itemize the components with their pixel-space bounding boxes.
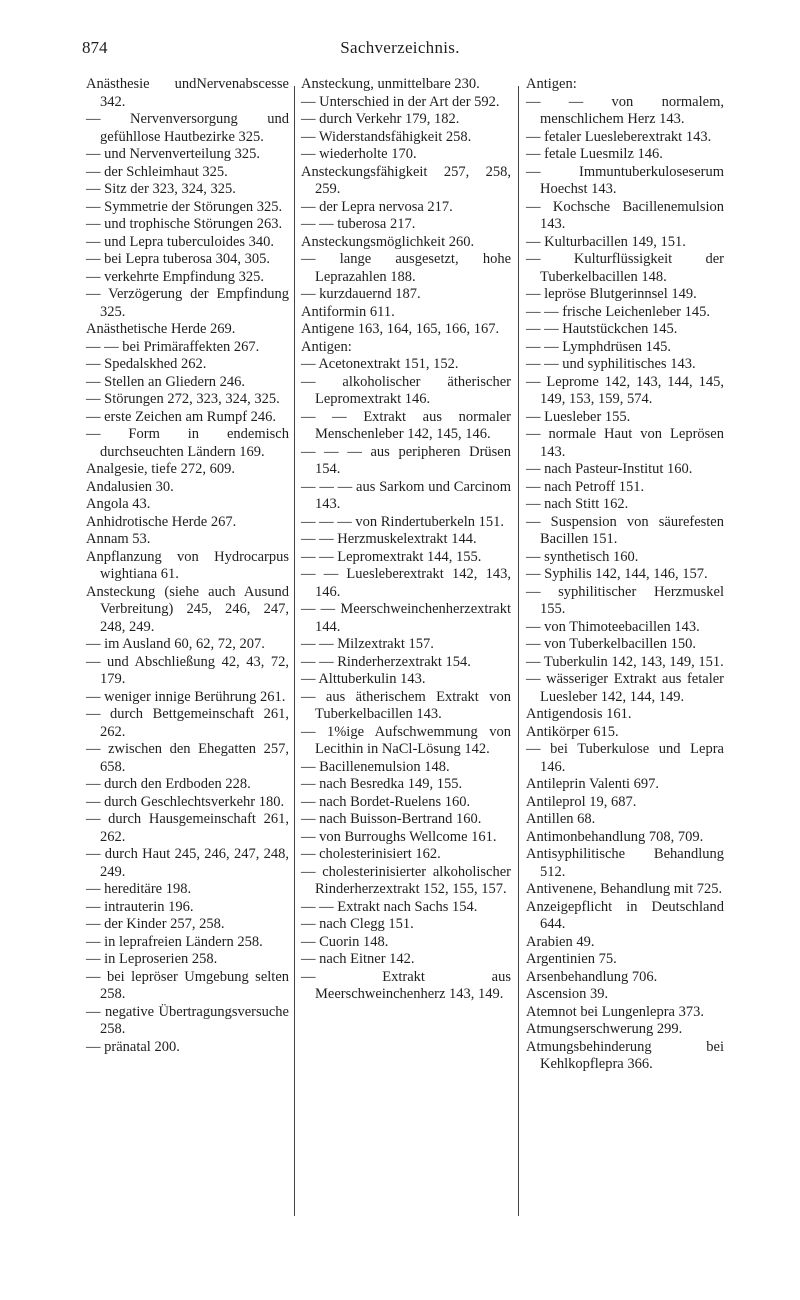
index-entry: — und Nervenverteilung 325. bbox=[86, 146, 260, 162]
index-entry: — Leprome 142, 143, 144, 145, 149, 153, 159, 574. bbox=[526, 373, 724, 407]
index-entry: Anästhetische Herde 269. bbox=[86, 321, 236, 337]
index-entry: — — frische Leichenleber 145. bbox=[526, 303, 710, 320]
index-entry: — im Ausland 60, 62, 72, 207. bbox=[86, 636, 265, 652]
index-entry: — — bei Primäraffekten 267. bbox=[86, 338, 260, 355]
index-entry: — in leprafreien Ländern 258. bbox=[86, 933, 263, 950]
index-entry: — durch Hausgemeinschaft 261, 262. bbox=[86, 811, 289, 845]
index-entry: — 1%ige Aufschwemmung von Lecithin in NaCl-Lösung 142. bbox=[301, 723, 511, 757]
index-entry: — nach Petroff 151. bbox=[526, 478, 645, 495]
index-entry: Antisyphilitische Behandlung 512. bbox=[526, 846, 724, 880]
index-entry: — fetale Luesmilz 146. bbox=[526, 146, 663, 162]
index-entry: — — — aus peripheren Drüsen 154. bbox=[301, 443, 511, 477]
index-entry: — syphilitischer Herzmuskel 155. bbox=[526, 583, 724, 617]
index-entry: — — — aus Sarkom und Carcinom 143. bbox=[301, 478, 511, 512]
index-entry: — — Extrakt nach Sachs 154. bbox=[301, 898, 478, 915]
index-entry: — Symmetrie der Störungen 325. bbox=[86, 198, 283, 215]
index-entry: — der Lepra nervosa 217. bbox=[301, 198, 453, 215]
index-entry: — aus ätherischem Extrakt von Tuberkelbacillen 143. bbox=[301, 688, 511, 722]
index-entry: — durch Geschlechtsverkehr 180. bbox=[86, 793, 285, 810]
index-entry: — Form in endemisch durchseuchten Ländern 169. bbox=[86, 426, 289, 460]
index-entry: — lepröse Blutgerinnsel 149. bbox=[526, 286, 697, 302]
index-entry: — — tuberosa 217. bbox=[301, 216, 416, 232]
index-entry: — Spedalskhed 262. bbox=[86, 356, 207, 372]
index-entry: — lange ausgesetzt, hohe Leprazahlen 188. bbox=[301, 251, 511, 285]
index-entry: — normale Haut von Leprösen 143. bbox=[526, 426, 724, 460]
index-entry: — — — von Rindertuberkeln 151. bbox=[301, 513, 504, 530]
index-entry: — intrauterin 196. bbox=[86, 898, 194, 915]
index-entry: — der Schleimhaut 325. bbox=[86, 163, 228, 180]
index-entry: — zwischen den Ehegatten 257, 658. bbox=[86, 741, 289, 775]
index-entry: — Extrakt aus Meerschweinchenherz 143, 149. bbox=[301, 968, 511, 1002]
index-entry: — Stellen an Gliedern 246. bbox=[86, 373, 246, 390]
index-entry: — fetaler Luesleberextrakt 143. bbox=[526, 128, 712, 145]
index-entry: — und Abschließung 42, 43, 72, 179. bbox=[86, 653, 289, 687]
index-entry: — alkoholischer ätherischer Lepromextrakt 146. bbox=[301, 373, 511, 407]
index-entry: — Nervenversorgung und gefühllose Hautbezirke 325. bbox=[86, 111, 289, 145]
index-entry: — weniger innige Berührung 261. bbox=[86, 688, 286, 705]
index-entry: — hereditäre 198. bbox=[86, 881, 192, 897]
running-title: Sachverzeichnis. bbox=[340, 38, 460, 57]
index-entry: — von Thimoteebacillen 143. bbox=[526, 618, 700, 635]
index-entry: — Cuorin 148. bbox=[301, 933, 389, 950]
index-entry: — nach Clegg 151. bbox=[301, 916, 414, 932]
column-divider bbox=[294, 86, 295, 1216]
index-entry: Atemnot bei Lungenlepra 373. bbox=[526, 1003, 704, 1020]
index-entry: — — Milzextrakt 157. bbox=[301, 636, 434, 652]
index-entry: Anhidrotische Herde 267. bbox=[86, 513, 237, 530]
index-entry: — kurzdauernd 187. bbox=[301, 286, 421, 302]
index-entry: — — Lymphdrüsen 145. bbox=[526, 338, 671, 355]
index-entry: — pränatal 200. bbox=[86, 1038, 180, 1055]
index-entry: Andalusien 30. bbox=[86, 478, 174, 495]
index-entry: Antigendosis 161. bbox=[526, 706, 632, 722]
index-entry: Anzeigepflicht in Deutschland 644. bbox=[526, 898, 724, 932]
index-entry: — Sitz der 323, 324, 325. bbox=[86, 181, 236, 197]
index-entry: — durch Haut 245, 246, 247, 248, 249. bbox=[86, 846, 289, 880]
index-entry: Annam 53. bbox=[86, 531, 151, 547]
index-entry: Atmungserschwerung 299. bbox=[526, 1021, 683, 1037]
column-divider bbox=[518, 86, 519, 1216]
index-entry: — Störungen 272, 323, 324, 325. bbox=[86, 391, 280, 407]
index-entry: — — Meerschweinchenherzextrakt 144. bbox=[301, 601, 511, 635]
index-entry: — nach Buisson-Bertrand 160. bbox=[301, 811, 482, 827]
index-entry: — negative Übertragungsversuche 258. bbox=[86, 1003, 289, 1037]
index-entry: — nach Eitner 142. bbox=[301, 951, 415, 967]
index-entry: Analgesie, tiefe 272, 609. bbox=[86, 461, 235, 477]
index-entry: — von Tuberkelbacillen 150. bbox=[526, 636, 696, 652]
index-entry: — Widerstandsfähigkeit 258. bbox=[301, 128, 472, 145]
index-entry: Arsenbehandlung 706. bbox=[526, 968, 658, 985]
index-entry: — — Herzmuskelextrakt 144. bbox=[301, 531, 477, 547]
index-entry: — cholesterinisierter alkoholischer Rinderherzextrakt 152, 155, 157. bbox=[301, 863, 511, 897]
index-entry: Antigen: bbox=[526, 76, 577, 92]
index-entry: Ascension 39. bbox=[526, 986, 609, 1002]
index-entry: — und Lepra tuberculoides 340. bbox=[86, 233, 275, 250]
index-entry: Antileprol 19, 687. bbox=[526, 793, 637, 810]
index-entry: — Acetonextrakt 151, 152. bbox=[301, 356, 459, 372]
index-entry: Antigene 163, 164, 165, 166, 167. bbox=[301, 321, 500, 337]
index-entry: — nach Stitt 162. bbox=[526, 496, 629, 512]
index-entry: Atmungsbehinderung bei Kehlkopflepra 366. bbox=[526, 1038, 724, 1072]
index-entry: Antillen 68. bbox=[526, 811, 596, 827]
index-entry: — wässeriger Extrakt aus fetaler Luesleber 142, 144, 149. bbox=[526, 671, 724, 705]
index-entry: — — Rinderherzextrakt 154. bbox=[301, 653, 471, 670]
page-number: 874 bbox=[82, 38, 108, 57]
index-entry: Arabien 49. bbox=[526, 933, 595, 950]
index-entry: Antivenene, Behandlung mit 725. bbox=[526, 881, 723, 897]
index-entry: Ansteckung (siehe auch Ausund Verbreitung) 245, 246, 247, 248, 249. bbox=[86, 583, 289, 635]
index-entry: Antimonbehandlung 708, 709. bbox=[526, 828, 704, 845]
index-entry: — bei lepröser Umgebung selten 258. bbox=[86, 968, 289, 1002]
index-entry: Antiformin 611. bbox=[301, 303, 395, 320]
index-entry: — bei Lepra tuberosa 304, 305. bbox=[86, 251, 271, 267]
index-entry: — Bacillenemulsion 148. bbox=[301, 758, 450, 775]
index-entry: — — Extrakt aus normaler Menschenleber 142, 145, 146. bbox=[301, 408, 511, 442]
index-entry: — cholesterinisiert 162. bbox=[301, 846, 441, 862]
index-entry: — durch Bettgemeinschaft 261, 262. bbox=[86, 706, 289, 740]
index-entry: — von Burroughs Wellcome 161. bbox=[301, 828, 497, 845]
index-entry: — erste Zeichen am Rumpf 246. bbox=[86, 408, 277, 425]
index-entry: — Tuberkulin 142, 143, 149, 151. bbox=[526, 653, 724, 670]
index-entry: — — Lepromextrakt 144, 155. bbox=[301, 548, 482, 565]
index-entry: — Kulturbacillen 149, 151. bbox=[526, 233, 686, 250]
index-entry: — durch Verkehr 179, 182. bbox=[301, 111, 460, 127]
index-entry: Argentinien 75. bbox=[526, 951, 617, 967]
index-entry: — wiederholte 170. bbox=[301, 146, 417, 162]
index-column-3 bbox=[526, 76, 724, 1074]
index-entry: Antileprin Valenti 697. bbox=[526, 776, 660, 792]
index-entry: Angola 43. bbox=[86, 496, 151, 512]
index-entry: — — und syphilitisches 143. bbox=[526, 356, 696, 372]
index-entry: — synthetisch 160. bbox=[526, 548, 639, 565]
index-entry: Ansteckung, unmittelbare 230. bbox=[301, 76, 480, 92]
index-entry: — durch den Erdboden 228. bbox=[86, 776, 251, 792]
index-entry: — Immuntuberkuloseserum Hoechst 143. bbox=[526, 163, 724, 197]
index-entry: — und trophische Störungen 263. bbox=[86, 216, 283, 232]
index-entry: — Unterschied in der Art der 592. bbox=[301, 93, 500, 110]
index-entry: — verkehrte Empfindung 325. bbox=[86, 268, 264, 285]
index-entry: — nach Bordet-Ruelens 160. bbox=[301, 793, 471, 810]
index-entry: — — Hautstückchen 145. bbox=[526, 321, 678, 337]
index-entry: — Kulturflüssigkeit der Tuberkelbacillen 148. bbox=[526, 251, 724, 285]
index-entry: — Suspension von säurefesten Bacillen 151. bbox=[526, 513, 724, 547]
index-entry: — nach Pasteur-Institut 160. bbox=[526, 461, 693, 477]
index-entry: — bei Tuberkulose und Lepra 146. bbox=[526, 741, 724, 775]
index-entry: Ansteckungsfähigkeit 257, 258, 259. bbox=[301, 163, 511, 197]
index-column-1 bbox=[86, 76, 289, 1056]
index-entry: Anästhesie undNervenabscesse 342. bbox=[86, 76, 289, 110]
index-entry: Antikörper 615. bbox=[526, 723, 619, 740]
index-entry: — Verzögerung der Empfindung 325. bbox=[86, 286, 289, 320]
index-entry: — Alttuberkulin 143. bbox=[301, 671, 426, 687]
page-header bbox=[82, 38, 718, 62]
index-entry: Antigen: bbox=[301, 338, 352, 355]
index-entry: — Luesleber 155. bbox=[526, 408, 631, 425]
index-entry: — Kochsche Bacillenemulsion 143. bbox=[526, 198, 724, 232]
index-entry: — — Luesleberextrakt 142, 143, 146. bbox=[301, 566, 511, 600]
index-entry: Ansteckungsmöglichkeit 260. bbox=[301, 233, 475, 250]
index-column-2 bbox=[301, 76, 511, 1004]
index-entry: — Syphilis 142, 144, 146, 157. bbox=[526, 566, 708, 582]
index-entry: — der Kinder 257, 258. bbox=[86, 916, 225, 932]
index-entry: — in Leproserien 258. bbox=[86, 951, 218, 967]
index-entry: — nach Besredka 149, 155. bbox=[301, 776, 463, 792]
index-entry: — — von normalem, menschlichem Herz 143. bbox=[526, 93, 724, 127]
index-entry: Anpflanzung von Hydrocarpus wightiana 61. bbox=[86, 548, 289, 582]
